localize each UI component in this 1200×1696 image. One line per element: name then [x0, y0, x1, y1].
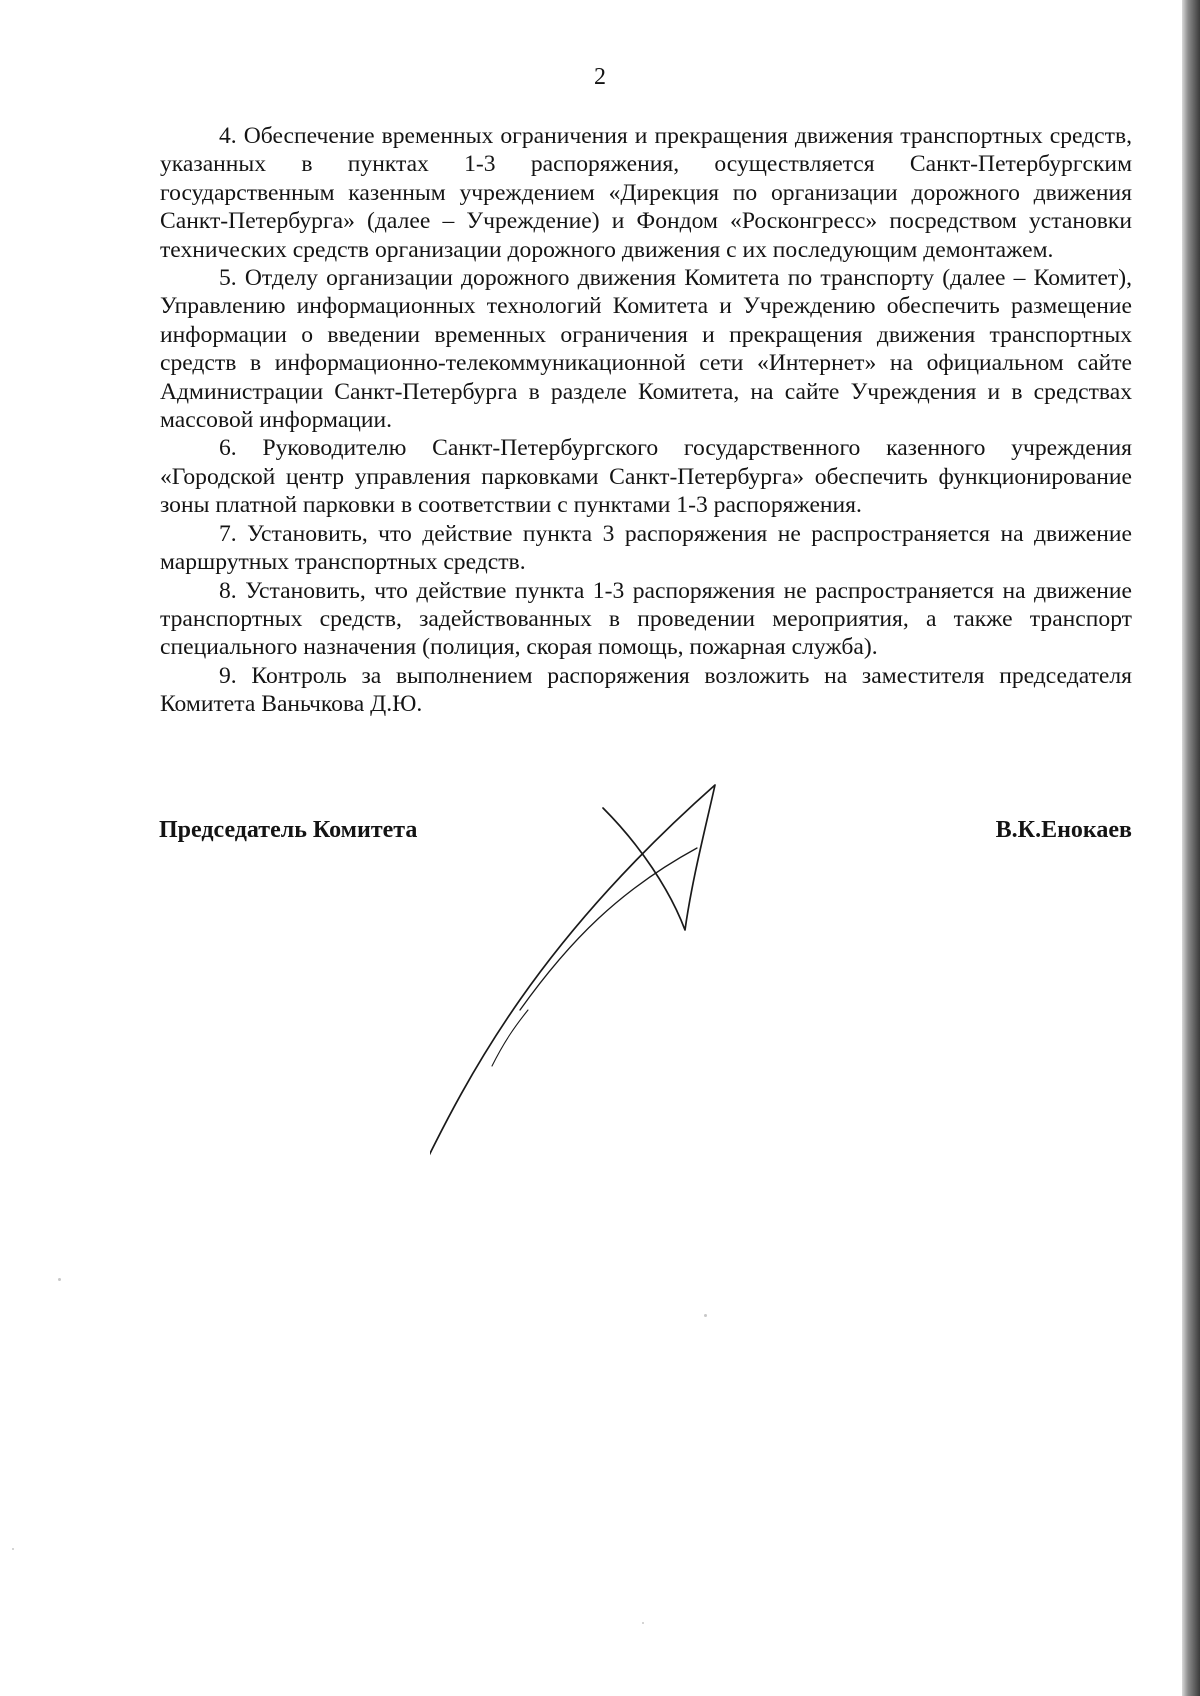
signatory-title: Председатель Комитета — [159, 817, 418, 843]
scan-edge-shadow — [1182, 0, 1200, 1696]
paragraph-9: 9. Контроль за выполнением распоряжения возложить на заместителя председателя Комитета Ваньчкова Д.Ю. — [160, 662, 1132, 718]
scan-speck — [704, 1314, 707, 1317]
document-body — [160, 122, 1132, 719]
paragraph-4: 4. Обеспечение временных ограничения и прекращения движения транспортных средств, указанных в пунктах 1-3 распоряжения, осуществляется Санкт-Петербургским государственным казенным учреждением «Дирекция по организации дорожного движения Санкт-Петербурга» (далее – Учреждение) и Фондом «Росконгресс» посредством установки технических средств организации дорожного движения с их последующим демонтажем. — [160, 123, 1132, 263]
handwritten-signature — [430, 770, 790, 1190]
paragraph-5: 5. Отделу организации дорожного движения Комитета по транспорту (далее – Комитет), Управлению информационных технологий Комитета и Учреждению обеспечить размещение информации о введении временных ограничения и прекращения движения транспортных средств в информационно-телекоммуникационной сети «Интернет» на официальном сайте Администрации Санкт-Петербурга в разделе Комитета, на сайте Учреждения и в средствах массовой информации. — [160, 265, 1132, 434]
paragraph-7: 7. Установить, что действие пункта 3 распоряжения не распространяется на движение маршрутных транспортных средств. — [160, 520, 1132, 576]
scan-speck — [642, 1622, 644, 1624]
page-number: 2 — [594, 64, 606, 90]
paragraph-8: 8. Установить, что действие пункта 1-3 распоряжения не распространяется на движение транспортных средств, задействованных в проведении мероприятия, а также транспорт специального назначения (полиция, скорая помощь, пожарная служба). — [160, 577, 1132, 661]
signatory-name: В.К.Енокаев — [995, 817, 1132, 843]
scan-speck — [58, 1278, 61, 1281]
paragraph-6: 6. Руководителю Санкт-Петербургского государственного казенного учреждения «Городской центр управления парковками Санкт-Петербурга» обеспечить функционирование зоны платной парковки в соответствии с пунктами 1-3 распоряжения. — [160, 435, 1132, 519]
scan-speck — [12, 1548, 14, 1550]
